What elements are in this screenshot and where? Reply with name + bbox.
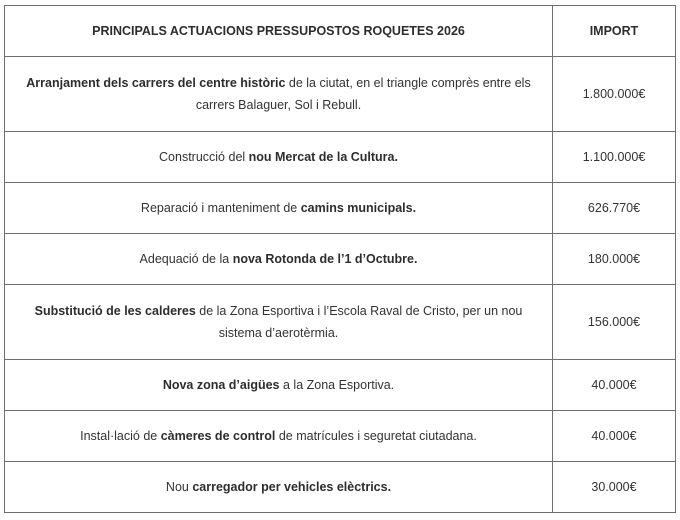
action-cell: Substitució de les calderes de la Zona Esportiva i l’Escola Raval de Cristo, per un nou sistema d’aerotèrmia. (5, 285, 553, 360)
amount-cell: 30.000€ (553, 462, 676, 513)
action-cell: Reparació i manteniment de camins municipals. (5, 183, 553, 234)
action-cell: Nou carregador per vehicles elèctrics. (5, 462, 553, 513)
table-row (5, 411, 676, 462)
amount-cell: 1.100.000€ (553, 132, 676, 183)
action-cell: Construcció del nou Mercat de la Cultura. (5, 132, 553, 183)
table-row (5, 360, 676, 411)
amount-cell: 40.000€ (553, 360, 676, 411)
budget-table (4, 5, 676, 513)
amount-cell: 1.800.000€ (553, 57, 676, 132)
table-row (5, 285, 676, 360)
action-cell: Adequació de la nova Rotonda de l’1 d’Octubre. (5, 234, 553, 285)
header-amount: IMPORT (553, 6, 676, 57)
table-row (5, 132, 676, 183)
header-action: PRINCIPALS ACTUACIONS PRESSUPOSTOS ROQUETES 2026 (5, 6, 553, 57)
table-row (5, 183, 676, 234)
amount-cell: 180.000€ (553, 234, 676, 285)
table-row (5, 462, 676, 513)
header-row (5, 6, 676, 57)
amount-cell: 156.000€ (553, 285, 676, 360)
action-cell: Instal·lació de càmeres de control de matrícules i seguretat ciutadana. (5, 411, 553, 462)
action-cell: Nova zona d’aigües a la Zona Esportiva. (5, 360, 553, 411)
action-cell: Arranjament dels carrers del centre històric de la ciutat, en el triangle comprès entre els carrers Balaguer, Sol i Rebull. (5, 57, 553, 132)
table-row (5, 234, 676, 285)
table-row (5, 57, 676, 132)
amount-cell: 626.770€ (553, 183, 676, 234)
amount-cell: 40.000€ (553, 411, 676, 462)
